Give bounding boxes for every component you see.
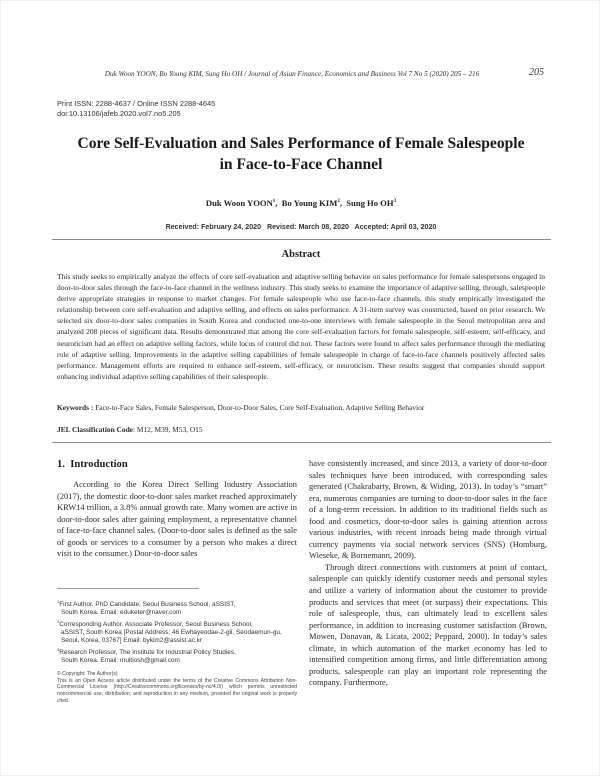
footnote-text-cont: South Korea. Email: multiosh@gmail.com [61, 656, 180, 664]
footnote-text: First Author. PhD Candidate, Seoul Business School, aSSIST, [59, 601, 236, 609]
title-line-2: in Face-to-Face Channel [219, 156, 383, 173]
abstract-heading: Abstract [281, 249, 321, 260]
jel-classification [57, 425, 545, 434]
footnote-text: Research Professor, The Institute for Industrial Policy Studies, [59, 648, 236, 656]
page-number: 205 [529, 67, 544, 78]
footnote-mark: 2 [57, 618, 60, 624]
footnotes [57, 598, 297, 665]
body-column-right [309, 458, 547, 689]
footnote-2 [57, 618, 297, 646]
body-paragraph: have consistently increased, and since 2013, a variety of door-to-door sales techniques have been introduced, with corresponding sales generated (Chakrabarty, Brown, & Widing, 2013). In today’s “smart” era, numerous companies are turning to door-to-door sales in the face of a long-term recession. In addition to its traditional fields such as food and cosmetics, door-to-door sales is gaining attention across various industries, with recent inroads being made through virtual currency payments via social network services (SNS) (Homburg, Wieseke, & Bornemann, 2009). [309, 458, 547, 561]
keywords [57, 403, 545, 412]
keywords-label: Keywords : [57, 403, 94, 412]
body-paragraph: Through direct connections with customers at point of contact, salespeople can quickly identify customer needs and personal styles and utilize a variety of information about the customer to provide products and services that meet (or surpass) their expectations. This role of salespeople, thus, can ultimately lead to excellent sales performance, in addition to increasing customer satisfaction (Brown, Mowen, Donavan, & Licata, 2002; Peppard, 2000). In today’s sales climate, in which automation of the market economy has led to intensified competition among firms, and little differentiation among products, salespeople can play an important role representing the company. Furthermore, [309, 561, 547, 688]
keywords-list: Face-to-Face Sales, Female Salesperson, Door-to-Door Sales, Core Self-Evaluation, Adaptive Selling Behavior [93, 403, 425, 412]
section-heading-introduction: 1. Introduction [57, 459, 128, 470]
jel-codes: : M12, M39, M53, O15 [132, 425, 203, 434]
author-footnote-mark: 2 [337, 199, 340, 205]
divider-abstract-end [52, 442, 551, 443]
author-footnote-mark: 1 [272, 199, 276, 205]
title-line-1: Core Self-Evaluation and Sales Performance of Female Salespeople [77, 135, 525, 152]
doi-link[interactable]: doi:10.13106/jafeb.2020.vol7.no5.205 [57, 109, 181, 118]
author-name: Bo Young KIM [281, 198, 338, 208]
footnote-mark: 1 [57, 599, 60, 604]
footnote-text-cont: aSSIST, South Korea [Postal Address: 46 Ewhayeodae-2-gil, Seodaemun-gu, Seoul, Korea, 03767] Email: bykim2@assist.ac.kr [61, 629, 282, 645]
author-name: Sung Ho OH [346, 198, 394, 208]
footnote-divider [57, 588, 199, 589]
author-footnote-mark: 3 [393, 199, 397, 205]
footnote-mark: 3 [57, 646, 60, 652]
submission-dates: Received: February 24, 2020 Revised: March 08, 2020 Accepted: April 03, 2020 [165, 223, 437, 231]
running-header: Duk Woon YOON, Bo Young KIM, Sung Ho OH / Journal of Asian Finance, Economics and Business Vol 7 No 5 (2020) 205 – 216 [104, 70, 480, 78]
license-notice [57, 671, 297, 705]
footnote-1 [57, 598, 297, 618]
body-paragraph: According to the Korea Direct Selling Industry Association (2017), the domestic door-to-door sales market reached approximately KRW14 trillion, a 3.8% annual growth rate. Many women are active in door-to-door sales after gaining employment, a representative channel of face-to-face channel sales. (Door-to-door sales is defined as the sale of goods or services to a consumer by a person who makes a direct visit to the consumer.) Door-to-door sales [57, 479, 297, 559]
footnote-text: Corresponding Author. Associate Professor, Seoul Business School, [59, 620, 253, 628]
abstract-text: This study seeks to empirically analyze the effects of core self-evaluation and adaptive selling behavior on sales performance for female salespersons engaged in door-to-door sales through the face-to-face channel in the wellness industry. This study seeks to examine the importance of adaptive selling, through, salespeople derive appropriate strategies in response to market changes. For female salespeople who use face-to-face channels, this study empirically investigated the relationship between core self-evaluation and adaptive selling, and effects on sales performance. A 31-item survey was constructed, based on prior research. We selected six door-to-door sales companies in South Korea and conducted one-to-one interviews with female salespeople in the Seoul metropolitan area and analyzed 208 pieces of significant data. Results demonstrated that among the core self-evaluation factors for female salespeople, self-esteem, self-efficacy, and neuroticism had an effect on adaptive selling factors, while locus of control did not. These factors were found to affect sales performance through the mediating role of adaptive selling. Improvements in the adaptive selling capabilities of female salespeople in charge of face-to-face channels positively affected sales performance. Management efforts are required to enhance self-esteem, self-efficacy, or neuroticism. These results suggest that companies should support enhancing individual adaptive selling capabilities of their salespeople. [57, 272, 545, 381]
jel-label: JEL Classification Code [57, 425, 133, 434]
divider-top [52, 239, 551, 240]
journal-identifiers [57, 99, 215, 119]
license-text: This is an Open Access article distributed under the terms of the Creative Commons Attribution Non-Commercial License (http://Creativecommons.org/licenses/by-nc/4.0/) which permits unrestricted noncommercial use, distribution, and reproduction in any medium, provided the original work is properly cited. [57, 677, 297, 704]
footnote-3 [57, 646, 297, 666]
body-column-left [57, 479, 297, 560]
issn-line: Print ISSN: 2288-4637 / Online ISSN 2288-4645 [57, 99, 216, 108]
copyright-line: © Copyright: The Author(s) [57, 671, 118, 677]
author-name: Duk Woon YOON [205, 198, 273, 208]
footnote-text-cont: South Korea. Email: eduketer@naver.com [61, 609, 182, 617]
author-list: Duk Woon YOON$^1$, Bo Young KIM$^2$, Sung Ho $OH^3$ [205, 198, 397, 208]
paper-title [41, 133, 561, 175]
